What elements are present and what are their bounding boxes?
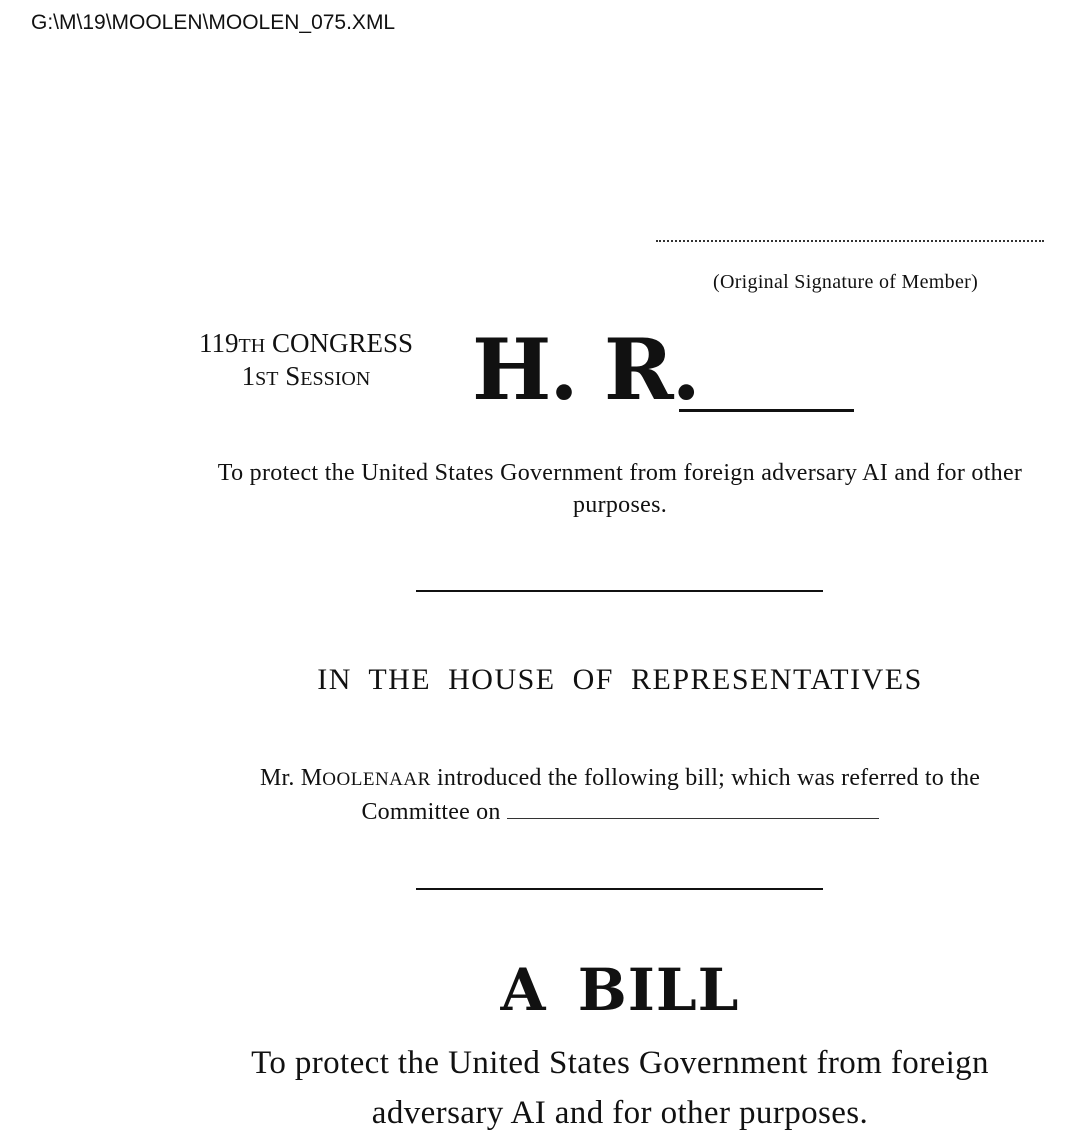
divider-rule: [416, 590, 823, 592]
bill-purpose: To protect the United States Government from foreign adversary AI and for other purposes.: [217, 460, 1023, 518]
bill-heading: A BILL: [500, 956, 740, 1024]
congress-number: 119: [199, 328, 239, 358]
congress-session-block: [170, 328, 442, 394]
bill-long-title: To protect the United States Government from foreign adversary AI and for other purposes.: [251, 1045, 989, 1131]
divider-rule: [416, 888, 823, 890]
session-line: [170, 361, 442, 394]
congress-line: [170, 328, 442, 361]
signature-line: [656, 240, 1044, 242]
introduction-paragraph: [210, 762, 1030, 828]
session-word-initial: S: [285, 361, 301, 391]
chamber-heading: IN THE HOUSE OF REPRESENTATIVES: [317, 663, 923, 696]
congress-number-suffix: TH: [238, 335, 266, 357]
session-number-suffix: ST: [255, 368, 279, 390]
session-word-rest: ESSION: [300, 368, 371, 390]
committee-blank: [507, 818, 879, 819]
file-path: G:\M\19\MOOLEN\MOOLEN_075.XML: [31, 11, 396, 34]
session-number: 1: [241, 361, 256, 391]
sponsor-prefix: Mr.: [259, 765, 295, 791]
bill-designation: H. R.: [472, 320, 699, 419]
sponsor-name-rest: OOLENAAR: [322, 769, 431, 790]
introduction-text: introduced the following bill; which was referred to the Committee on: [361, 765, 981, 825]
signature-caption: (Original Signature of Member): [713, 271, 979, 293]
congress-word: CONGRESS: [271, 328, 413, 358]
sponsor-name-initial: M: [300, 765, 323, 791]
bill-number-blank: [679, 409, 854, 412]
